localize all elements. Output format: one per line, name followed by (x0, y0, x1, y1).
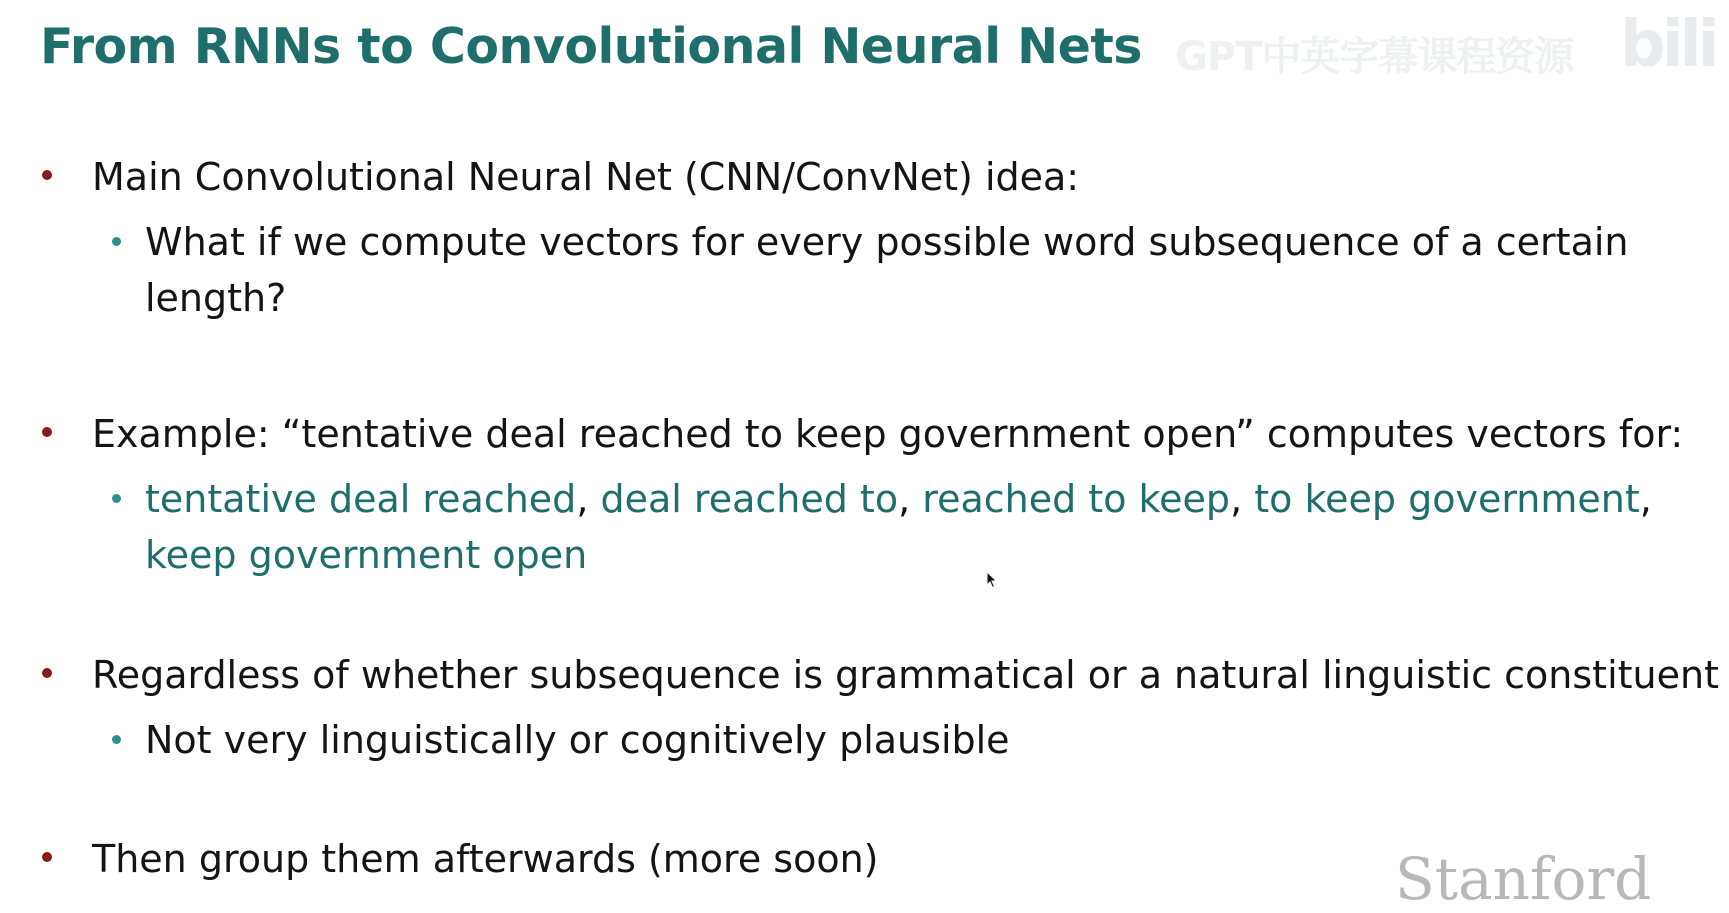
bullet-marker-3 (42, 668, 52, 678)
separator: , (1639, 477, 1652, 521)
cursor-arrow-icon (986, 571, 998, 589)
bullet-1-text: Main Convolutional Neural Net (CNN/ConvNet) idea: (92, 155, 1080, 199)
separator: , (898, 477, 911, 521)
sub-bullet-marker-1 (112, 237, 121, 246)
slide-title: From RNNs to Convolutional Neural Nets (40, 18, 1142, 75)
phrase-1: tentative deal reached (145, 477, 577, 521)
bullet-marker-2 (42, 427, 52, 437)
phrase-5: keep government open (145, 533, 588, 577)
bilibili-logo: bili (1620, 8, 1716, 82)
sub-bullet-2-line1 (145, 471, 1652, 527)
separator: , (1230, 477, 1243, 521)
sub-bullet-marker-2 (112, 494, 121, 503)
sub-bullet-2-line2 (145, 527, 587, 583)
separator: , (576, 477, 589, 521)
sub-bullet-marker-3 (112, 735, 121, 744)
phrase-3: reached to keep (922, 477, 1231, 521)
sub-bullet-3-line1: Not very linguistically or cognitively plausible (145, 718, 1010, 762)
stanford-logo: Stanford (1395, 845, 1652, 913)
phrase-4: to keep government (1254, 477, 1640, 521)
sub-bullet-1-line1: What if we compute vectors for every possible word subsequence of a certain (145, 220, 1629, 264)
bullet-2-text: Example: “tentative deal reached to keep government open” computes vectors for: (92, 412, 1684, 456)
bullet-4-text: Then group them afterwards (more soon) (92, 837, 879, 881)
phrase-2: deal reached to (600, 477, 899, 521)
bullet-marker-4 (42, 852, 52, 862)
sub-bullet-1-line2: length? (145, 276, 287, 320)
bullet-marker-1 (42, 170, 52, 180)
bullet-3-text: Regardless of whether subsequence is grammatical or a natural linguistic constituent (92, 653, 1719, 697)
watermark-text: GPT中英字幕课程资源 (1175, 34, 1574, 80)
